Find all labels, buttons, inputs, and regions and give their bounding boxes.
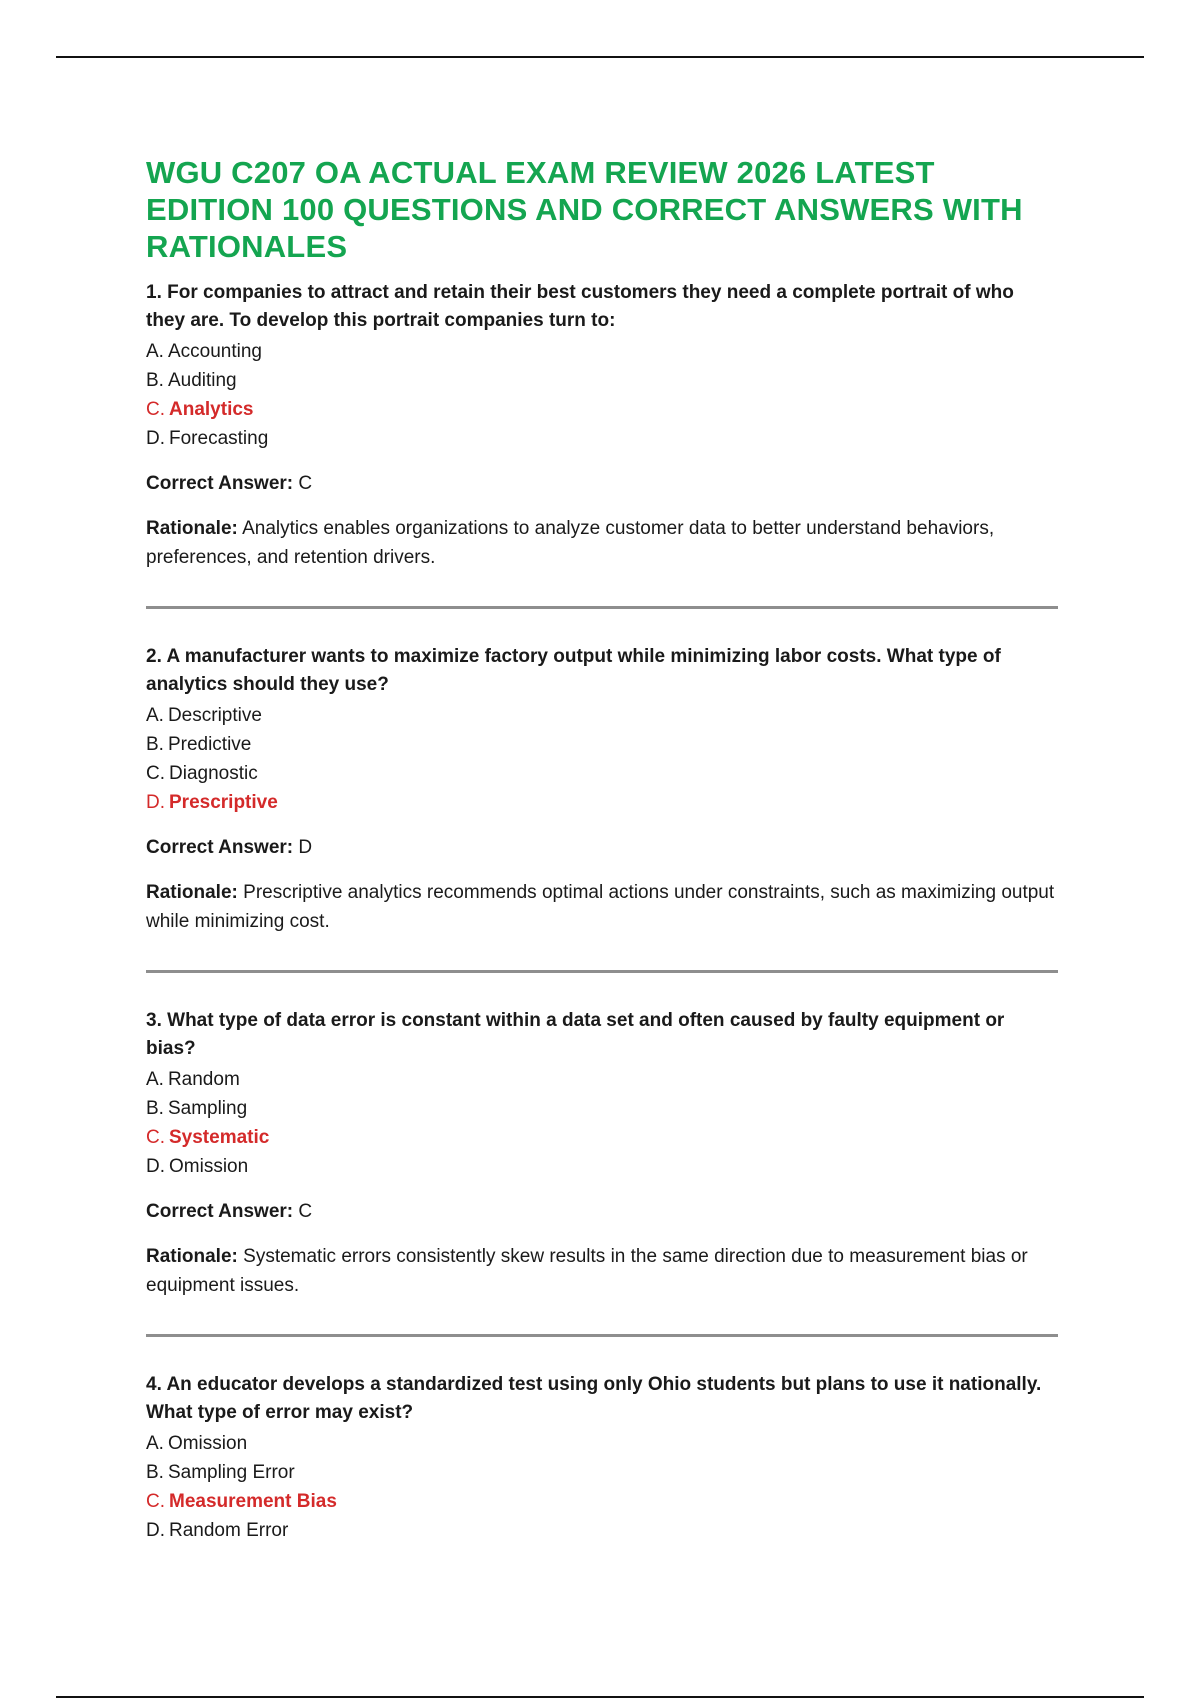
question-divider [146,970,1058,973]
page-top-rule [56,56,1144,58]
document-title: WGU C207 OA ACTUAL EXAM REVIEW 2026 LATEST EDITION 100 QUESTIONS AND CORRECT ANSWERS WITH RATIONALES [146,155,1023,264]
option-letter: A. [146,341,164,362]
correct-answer-value: C [298,1201,313,1222]
option-text: Forecasting [169,428,269,449]
question-4-stem [146,1371,1058,1427]
option-c-correct [146,1123,1058,1152]
question-block-2 [146,643,1058,936]
option-c-correct [146,395,1058,424]
option-letter: C. [146,1491,165,1512]
option-letter: B. [146,1462,164,1483]
question-3-stem [146,1007,1058,1063]
correct-answer [146,1198,1058,1226]
option-d-correct [146,788,1058,817]
option-text: Diagnostic [169,763,258,784]
question-text: What type of data error is constant within a data set and often caused by faulty equipment or bias? [146,1010,1005,1059]
option-text: Measurement Bias [169,1491,337,1512]
correct-answer-label: Correct Answer: [146,473,294,494]
option-a [146,337,1058,366]
question-2-stem [146,643,1058,699]
option-text: Sampling [167,1098,248,1119]
option-a [146,1065,1058,1094]
document-body [146,154,1058,1545]
rationale-text: Analytics enables organizations to analyze customer data to better understand behaviors, preferences, and retention drivers. [146,518,995,568]
question-number: 2. [146,646,162,667]
option-a [146,701,1058,730]
correct-answer-label: Correct Answer: [146,1201,294,1222]
question-number: 4. [146,1374,162,1395]
question-1-stem [146,279,1058,335]
option-c [146,759,1058,788]
option-text: Systematic [169,1127,270,1148]
question-text: For companies to attract and retain their best customers they need a complete portrait of who they are. To develop this portrait companies turn to: [146,282,1014,331]
option-d [146,424,1058,453]
question-divider [146,606,1058,609]
option-letter: B. [146,1098,164,1119]
option-b [146,1094,1058,1123]
option-text: Analytics [169,399,254,420]
option-text: Random Error [169,1520,289,1541]
option-b [146,366,1058,395]
option-letter: B. [146,734,164,755]
rationale-label: Rationale: [146,518,238,539]
option-letter: A. [146,1069,164,1090]
option-letter: B. [146,370,164,391]
option-letter: D. [146,1520,165,1541]
option-text: Omission [169,1156,249,1177]
option-letter: D. [146,1156,165,1177]
option-d [146,1152,1058,1181]
rationale-label: Rationale: [146,1246,238,1267]
option-c-correct [146,1487,1058,1516]
option-b [146,1458,1058,1487]
correct-answer-label: Correct Answer: [146,837,294,858]
option-text: Prescriptive [169,792,278,813]
option-letter: C. [146,1127,165,1148]
page-bottom-rule [56,1696,1144,1698]
correct-answer [146,834,1058,862]
option-letter: C. [146,399,165,420]
question-number: 3. [146,1010,162,1031]
rationale [146,514,1058,572]
option-text: Random [167,1069,240,1090]
question-number: 1. [146,282,162,303]
option-letter: D. [146,428,165,449]
rationale-label: Rationale: [146,882,238,903]
question-text: A manufacturer wants to maximize factory output while minimizing labor costs. What type of analytics should they use? [146,646,1001,695]
rationale-text: Prescriptive analytics recommends optimal actions under constraints, such as maximizing output while minimizing cost. [146,882,1055,932]
option-letter: C. [146,763,165,784]
option-letter: A. [146,705,164,726]
option-a [146,1429,1058,1458]
option-letter: D. [146,792,165,813]
question-divider [146,1334,1058,1337]
question-block-1 [146,279,1058,572]
question-block-4 [146,1371,1058,1545]
option-text: Descriptive [167,705,262,726]
option-d [146,1516,1058,1545]
rationale [146,1242,1058,1300]
option-letter: A. [146,1433,164,1454]
option-text: Sampling Error [167,1462,295,1483]
correct-answer-value: D [298,837,313,858]
correct-answer [146,470,1058,498]
option-text: Auditing [167,370,237,391]
rationale [146,878,1058,936]
question-block-3 [146,1007,1058,1300]
rationale-text: Systematic errors consistently skew results in the same direction due to measurement bias or equipment issues. [146,1246,1028,1296]
option-text: Accounting [167,341,262,362]
question-text: An educator develops a standardized test using only Ohio students but plans to use it nationally. What type of error may exist? [146,1374,1042,1423]
option-text: Omission [167,1433,248,1454]
option-b [146,730,1058,759]
option-text: Predictive [167,734,252,755]
correct-answer-value: C [298,473,313,494]
